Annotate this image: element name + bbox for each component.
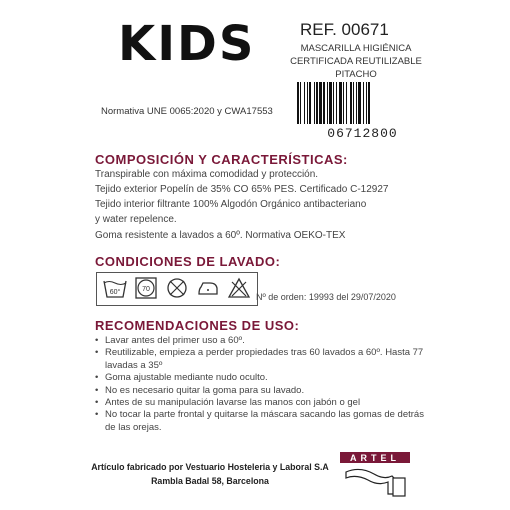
recommendations-list: [95, 335, 425, 434]
barcode-number: 06712800: [327, 126, 398, 141]
list-item: • Antes de su manipulación lavarse las manos con jabón o gel: [95, 397, 361, 409]
composition-line: y water repelence.: [95, 214, 177, 225]
list-item: • No es necesario quitar la goma para su lavado.: [95, 384, 305, 396]
no-tumble-dry-icon: [165, 276, 189, 300]
dry-temp-label: 70: [142, 286, 150, 293]
dry-70-icon: [134, 276, 158, 300]
barcode: [295, 82, 430, 124]
list-item: • No tocar la parte frontal y quitarse la máscara sacando las gomas de detrás de las orejas.: [95, 409, 424, 433]
artel-logo: [338, 450, 412, 500]
wash-60-icon: [103, 276, 127, 300]
normativa-text: Normativa UNE 0065:2020 y CWA17553: [101, 106, 273, 117]
manufacturer-address: Rambla Badal 58, Barcelona: [151, 476, 269, 486]
list-item: • Goma ajustable mediante nudo oculto.: [95, 372, 268, 384]
brand-title: KIDS: [118, 16, 256, 72]
composition-line: Tejido interior filtrante 100% Algodón Orgánico antibacteriano: [95, 199, 367, 210]
reference-number: REF. 00671: [300, 20, 389, 39]
order-number: Nº de orden: 19993 del 29/07/2020: [256, 292, 396, 302]
product-line-1: MASCARILLA HIGIÉNICA: [300, 43, 412, 54]
no-bleach-icon: [227, 276, 251, 300]
list-item: • Lavar antes del primer uso a 60º.: [95, 335, 245, 346]
washing-heading: CONDICIONES DE LAVADO:: [95, 254, 281, 269]
composition-line: Goma resistente a lavados a 60º. Normativa OEKO-TEX: [95, 230, 346, 241]
product-line-3: PITACHO: [335, 69, 377, 80]
wash-temp-label: 60°: [109, 289, 121, 296]
iron-icon: [196, 276, 220, 300]
product-line-2: CERTIFICADA REUTILIZABLE: [290, 56, 422, 67]
care-symbols: [96, 272, 258, 306]
svg-text:ARTEL: ARTEL: [350, 453, 400, 463]
composition-line: Transpirable con máxima comodidad y protección.: [95, 169, 319, 180]
recommendations-heading: RECOMENDACIONES DE USO:: [95, 318, 300, 333]
composition-heading: COMPOSICIÓN Y CARACTERÍSTICAS:: [95, 152, 348, 167]
list-item: • Reutilizable, empieza a perder propiedades tras 60 lavados a 60º. Hasta 77 lavadas a 35º: [95, 347, 424, 371]
composition-line: Tejido exterior Popelín de 35% CO 65% PES. Certificado C-12927: [95, 184, 389, 195]
manufacturer-text: Artículo fabricado por Vestuario Hosteleria y Laboral S.A: [91, 462, 329, 472]
